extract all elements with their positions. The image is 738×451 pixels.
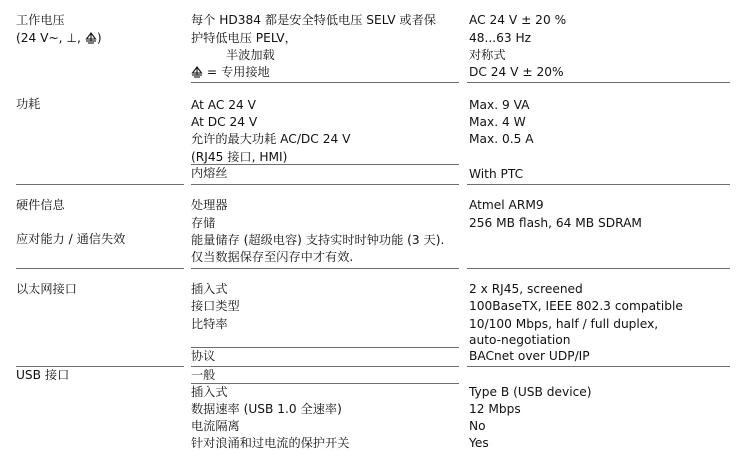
- hardware-desc-2: 存储: [191, 216, 216, 230]
- functional-earth-icon: [85, 32, 97, 44]
- power-label: 工作电压: [16, 13, 65, 27]
- ethernet-desc-2: 接口类型: [191, 299, 240, 313]
- consumption-value-5: With PTC: [469, 167, 524, 181]
- ethernet-label: 以太网接口: [16, 282, 77, 296]
- divider: [191, 347, 459, 348]
- consumption-value-2: Max. 4 W: [469, 115, 526, 129]
- consumption-desc-5: 内熔丝: [191, 166, 228, 180]
- consumption-label: 功耗: [16, 97, 41, 111]
- usb-value-2: 12 Mbps: [469, 402, 521, 416]
- ethernet-value-2: 100BaseTX, IEEE 802.3 compatible: [469, 299, 683, 313]
- usb-value-4: Yes: [469, 436, 489, 450]
- power-sublabel-post: ): [96, 31, 102, 45]
- power-sublabel: [16, 30, 102, 46]
- ethernet-value-5: BACnet over UDP/IP: [469, 349, 590, 363]
- divider: [467, 82, 730, 83]
- divider: [191, 268, 459, 269]
- power-desc-4: [191, 64, 270, 80]
- divider: [16, 268, 184, 269]
- usb-desc-4: 针对浪涌和过电流的保护开关: [191, 436, 350, 450]
- usb-desc-0: 一般: [191, 368, 216, 382]
- consumption-desc-4: (RJ45 接口, HMI): [191, 150, 288, 164]
- ethernet-value-4: auto-negotiation: [469, 333, 571, 347]
- power-desc-4-text: = 专用接地: [206, 65, 270, 79]
- ethernet-value-1: 2 x RJ45, screened: [469, 282, 583, 296]
- consumption-value-1: Max. 9 VA: [469, 98, 530, 112]
- ethernet-desc-3: 比特率: [191, 317, 228, 331]
- consumption-desc-3: 允许的最大功耗 AC/DC 24 V: [191, 132, 351, 146]
- hardware-desc-1: 处理器: [191, 198, 228, 212]
- power-value-2: 48...63 Hz: [469, 31, 532, 45]
- divider: [191, 164, 459, 165]
- usb-value-1: Type B (USB device): [469, 385, 592, 399]
- divider: [467, 366, 730, 367]
- ethernet-desc-1: 插入式: [191, 282, 228, 296]
- power-value-1: AC 24 V ± 20 %: [469, 13, 567, 27]
- divider: [191, 184, 459, 185]
- hardware-label: 硬件信息: [16, 198, 65, 212]
- power-desc-3: 半波加载: [226, 48, 275, 62]
- hardware-label-2: 应对能力 / 通信失效: [16, 232, 126, 246]
- usb-desc-3: 电流隔离: [191, 419, 240, 433]
- divider: [467, 268, 730, 269]
- hardware-value-2: 256 MB flash, 64 MB SDRAM: [469, 216, 642, 230]
- consumption-desc-2: At DC 24 V: [191, 115, 258, 129]
- usb-label: USB 接口: [16, 368, 70, 382]
- usb-desc-1: 插入式: [191, 385, 228, 399]
- ethernet-desc-5: 协议: [191, 349, 216, 363]
- divider: [191, 383, 459, 384]
- usb-value-3: No: [469, 419, 486, 433]
- power-sublabel-pre: (24 V~, ⊥,: [16, 31, 85, 45]
- power-value-4: DC 24 V ± 20%: [469, 65, 564, 79]
- hardware-desc-3: 能量储存 (超级电容) 支持实时时钟功能 (3 天).: [191, 233, 445, 247]
- consumption-value-3: Max. 0.5 A: [469, 132, 534, 146]
- hardware-desc-4: 仅当数据保存至闪存中才有效.: [191, 250, 354, 264]
- divider: [16, 184, 184, 185]
- power-value-3: 对称式: [469, 48, 506, 62]
- divider: [467, 184, 730, 185]
- divider: [191, 366, 459, 367]
- power-desc-1: 每个 HD384 都是安全特低电压 SELV 或者保: [191, 13, 436, 27]
- power-desc-2: 护特低电压 PELV，: [191, 31, 297, 45]
- hardware-value-1: Atmel ARM9: [469, 198, 544, 212]
- functional-earth-icon: [191, 66, 203, 78]
- divider: [191, 82, 459, 83]
- usb-desc-2: 数据速率 (USB 1.0 全速率): [191, 402, 342, 416]
- ethernet-value-3: 10/100 Mbps, half / full duplex,: [469, 317, 659, 331]
- consumption-desc-1: At AC 24 V: [191, 98, 257, 112]
